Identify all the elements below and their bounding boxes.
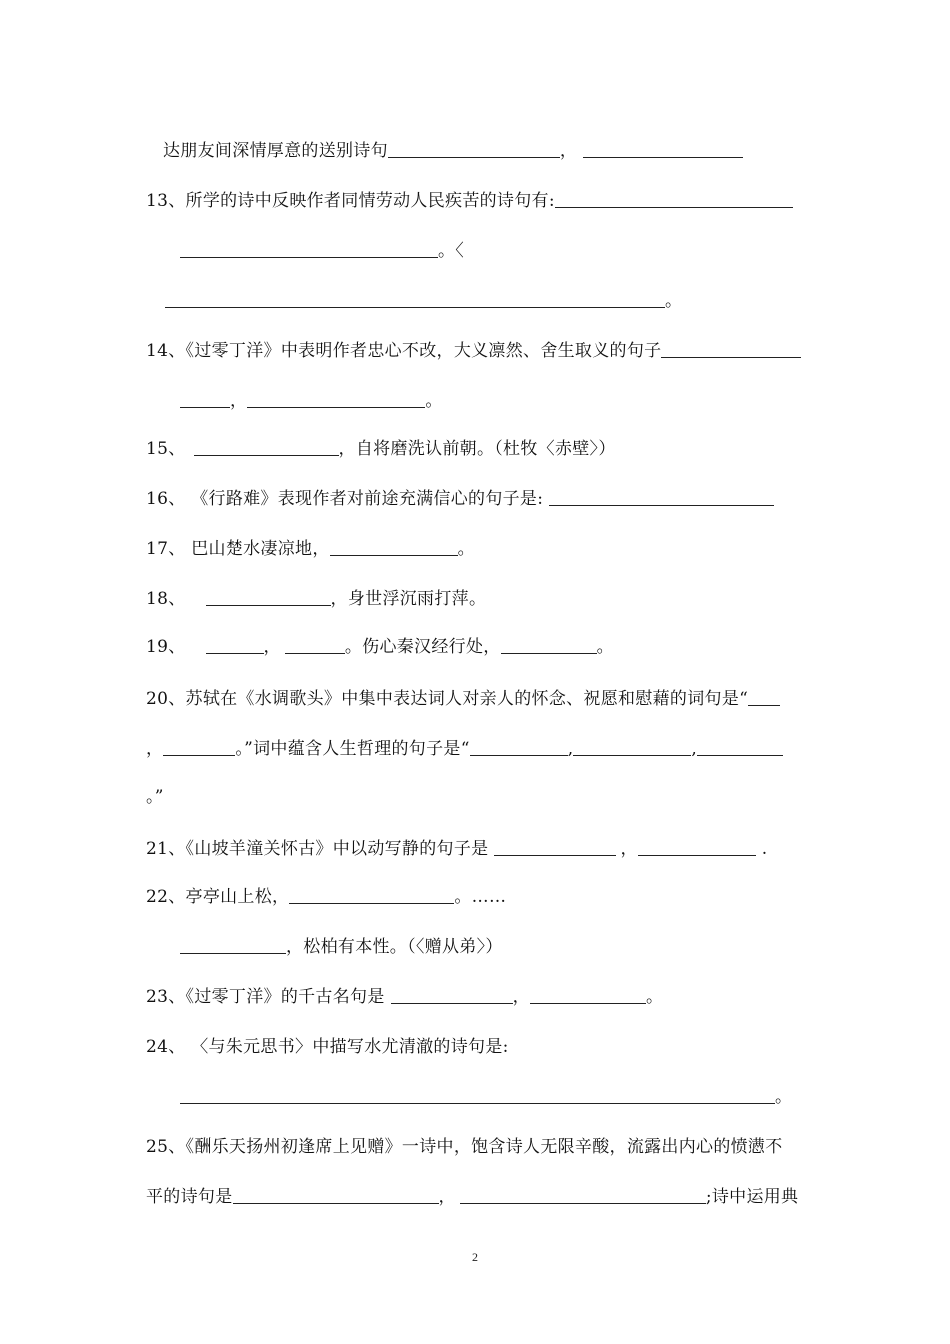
answer-blank[interactable] — [470, 739, 568, 756]
question-15 — [146, 438, 616, 460]
text: 。 — [665, 291, 683, 311]
page-number: 2 — [472, 1250, 478, 1264]
question-21 — [146, 838, 767, 860]
answer-blank[interactable] — [289, 887, 454, 904]
answer-blank[interactable] — [549, 489, 774, 506]
question-13-line-3 — [165, 290, 682, 312]
question-19 — [146, 636, 614, 658]
text: 23、《过零丁洋》的千古名句是 — [146, 987, 385, 1007]
question-20-line-2 — [146, 738, 783, 760]
question-14-line-2 — [180, 390, 443, 412]
text: 19、 — [146, 637, 186, 657]
text: ， — [438, 1187, 456, 1207]
answer-blank[interactable] — [501, 637, 597, 654]
text: 。 — [457, 539, 475, 559]
answer-blank[interactable] — [206, 637, 264, 654]
answer-blank[interactable] — [460, 1187, 706, 1204]
answer-blank[interactable] — [391, 987, 513, 1004]
answer-blank[interactable] — [233, 1187, 439, 1204]
question-23 — [146, 986, 663, 1008]
text: 。…… — [454, 887, 507, 907]
question-24 — [146, 1036, 509, 1058]
text: ，松柏有本性。（〈赠从弟〉） — [286, 937, 503, 957]
text: 18、 — [146, 589, 186, 609]
text: . — [761, 839, 768, 859]
text: , — [567, 739, 574, 759]
answer-blank[interactable] — [163, 739, 235, 756]
answer-blank[interactable] — [285, 637, 345, 654]
answer-blank[interactable] — [555, 191, 793, 208]
question-25-line-2 — [146, 1186, 798, 1208]
answer-blank[interactable] — [330, 539, 458, 556]
answer-blank[interactable] — [697, 739, 783, 756]
answer-blank[interactable] — [530, 987, 646, 1004]
question-25 — [146, 1136, 783, 1158]
answer-blank[interactable] — [583, 141, 743, 158]
text: 22、亭亭山上松， — [146, 887, 290, 907]
answer-blank[interactable] — [180, 391, 230, 408]
answer-blank[interactable] — [206, 589, 331, 606]
text: 16、 《行路难》表现作者对前途充满信心的句子是: — [146, 489, 544, 509]
text: ;诗中运用典 — [705, 1187, 799, 1207]
answer-blank[interactable] — [194, 439, 339, 456]
answer-blank[interactable] — [494, 839, 616, 856]
question-24-line-2 — [180, 1086, 792, 1108]
question-16 — [146, 488, 774, 510]
answer-blank[interactable] — [573, 739, 691, 756]
answer-blank[interactable] — [180, 1087, 775, 1104]
text: 。 — [775, 1087, 793, 1107]
question-22-line-2 — [180, 936, 503, 958]
text: 平的诗句是 — [146, 1187, 233, 1207]
text: ， — [263, 637, 281, 657]
text: 15、 — [146, 439, 186, 459]
answer-blank[interactable] — [661, 341, 801, 358]
text: 。” — [146, 787, 164, 807]
text: 。 — [645, 987, 664, 1007]
text: 。伤心秦汉经行处， — [344, 637, 501, 657]
answer-blank[interactable] — [247, 391, 425, 408]
text: ， — [230, 391, 248, 411]
answer-blank[interactable] — [165, 291, 665, 308]
text: 达朋友间深情厚意的送别诗句 — [163, 141, 388, 161]
question-13-line-2 — [180, 240, 464, 262]
text: 25、《酬乐天扬州初逢席上见赠》一诗中，饱含诗人无限辛酸，流露出内心的愤懑不 — [146, 1137, 783, 1157]
text: 13、所学的诗中反映作者同情劳动人民疾苦的诗句有: — [146, 191, 555, 211]
text: 。 — [425, 391, 443, 411]
question-12-continuation — [163, 140, 743, 162]
text: 20、苏轼在《水调歌头》中集中表达词人对亲人的怀念、祝愿和慰藉的词句是“ — [146, 689, 749, 709]
text: 。〈 — [438, 241, 465, 261]
text: ， — [620, 839, 638, 859]
text: 21、《山坡羊潼关怀古》中以动写静的句子是 — [146, 839, 489, 859]
question-14 — [146, 340, 801, 362]
text: ，自将磨洗认前朝。（杜牧〈赤壁〉） — [338, 439, 616, 459]
question-20 — [146, 688, 780, 710]
answer-blank[interactable] — [180, 937, 286, 954]
answer-blank[interactable] — [638, 839, 756, 856]
text: 24、 〈与朱元思书〉中描写水尤清澈的诗句是: — [146, 1037, 509, 1057]
answer-blank[interactable] — [748, 689, 780, 706]
text: , — [691, 739, 698, 759]
question-22 — [146, 886, 506, 908]
answer-blank[interactable] — [180, 241, 438, 258]
question-18 — [146, 588, 486, 610]
question-13 — [146, 190, 793, 212]
text: 17、 巴山楚水凄凉地， — [146, 539, 330, 559]
answer-blank[interactable] — [388, 141, 560, 158]
text: 。 — [596, 637, 614, 657]
question-20-line-3 — [146, 786, 164, 808]
question-17 — [146, 538, 475, 560]
text: ， — [512, 987, 530, 1007]
text: ， — [146, 739, 164, 759]
text: ， — [559, 141, 578, 161]
text: 14、《过零丁洋》中表明作者忠心不改，大义凛然、舍生取义的句子 — [146, 341, 662, 361]
text: 。”词中蕴含人生哲理的句子是“ — [235, 739, 470, 759]
text: ，身世浮沉雨打萍。 — [330, 589, 487, 609]
